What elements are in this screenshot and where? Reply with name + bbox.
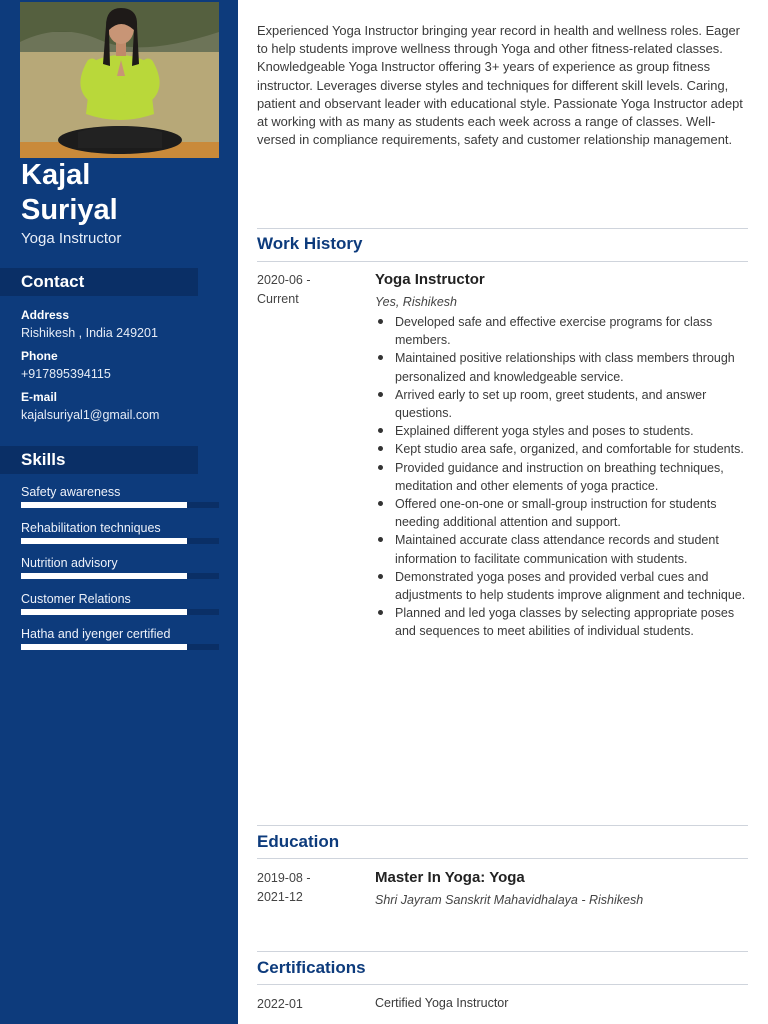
skill-bar-track: [21, 644, 219, 650]
divider: [257, 228, 748, 229]
education-degree: Master In Yoga: Yoga: [375, 869, 525, 886]
education-date-start: 2019-08 -: [257, 871, 311, 885]
list-item: Provided guidance and instruction on breathing techniques, meditation and other elements of yoga practice.: [375, 459, 749, 495]
divider: [257, 984, 748, 985]
professional-summary: Experienced Yoga Instructor bringing year record in health and wellness roles. Eager to help students improve wellness through Yoga and other fitness-related classes. Knowledgeable Yoga Instructor offering 3+ years of experience as group fitness instructor. Leverages diverse styles and techniques for different skill levels. Caring, patient and observant leader with educational style. Passionate Yoga Instructor adept at working with as many as students each week across a range of classes. Well-versed in compliance requirements, safety and customer relationship management.: [257, 23, 743, 148]
contact-details: [21, 307, 231, 430]
skill-bar-track: [21, 609, 219, 615]
profile-photo: [20, 2, 219, 158]
work-date-end: Current: [257, 291, 299, 306]
skill-bar-track: [21, 573, 219, 579]
skill-bar-fill: [21, 573, 187, 579]
skill-name: Safety awareness: [21, 485, 121, 499]
list-item: Explained different yoga styles and poses to students.: [375, 422, 749, 440]
skill-bar-fill: [21, 538, 187, 544]
skill-item: [21, 591, 219, 627]
divider: [257, 951, 748, 952]
skill-name: Nutrition advisory: [21, 556, 118, 570]
education-heading: Education: [257, 832, 340, 851]
contact-heading: Contact: [0, 268, 198, 296]
sidebar: [0, 0, 238, 1024]
skill-bar-fill: [21, 644, 187, 650]
phone-label: Phone: [21, 349, 58, 363]
skill-bar-fill: [21, 502, 187, 508]
list-item: Planned and led yoga classes by selecting appropriate poses and sequences to meet abilities of individual students.: [375, 604, 749, 640]
skill-bar-track: [21, 502, 219, 508]
email-value: kajalsuriyal1@gmail.com: [21, 408, 160, 422]
list-item: Offered one-on-one or small-group instruction for students needing additional attention and support.: [375, 495, 749, 531]
candidate-role: Yoga Instructor: [21, 230, 122, 247]
work-date-start: 2020-06 -: [257, 273, 311, 287]
list-item: Demonstrated yoga poses and provided verbal cues and adjustments to help students improve alignment and technique.: [375, 568, 749, 604]
email-label: E-mail: [21, 390, 58, 404]
certification-item: Certified Yoga Instructor: [375, 996, 509, 1010]
work-responsibilities: [375, 313, 749, 641]
education-date-end: 2021-12: [257, 889, 303, 904]
phone-value: +917895394115: [21, 367, 111, 381]
skills-heading: Skills: [0, 446, 198, 474]
candidate-name: [21, 158, 221, 228]
skill-name: Rehabilitation techniques: [21, 520, 161, 535]
list-item: Arrived early to set up room, greet students, and answer questions.: [375, 386, 749, 422]
skill-name: Customer Relations: [21, 591, 131, 606]
education-dates: [257, 869, 347, 906]
last-name: Suriyal: [21, 194, 118, 226]
work-employer: Yes, Rishikesh: [375, 295, 457, 309]
skill-item: [21, 484, 219, 520]
education-school: Shri Jayram Sanskrit Mahavidhalaya - Rishikesh: [375, 893, 644, 907]
divider: [257, 858, 748, 859]
first-name: Kajal: [21, 159, 91, 191]
skills-list: [21, 484, 219, 662]
work-history-heading: Work History: [257, 234, 363, 253]
divider: [257, 825, 748, 826]
work-job-title: Yoga Instructor: [375, 271, 485, 288]
skill-bar-fill: [21, 609, 187, 615]
skill-item: [21, 555, 219, 591]
divider: [257, 261, 748, 262]
skill-bar-track: [21, 538, 219, 544]
list-item: Kept studio area safe, organized, and comfortable for students.: [375, 440, 749, 458]
list-item: Maintained accurate class attendance records and student information to facilitate communication with students.: [375, 531, 749, 567]
certification-date: 2022-01: [257, 997, 303, 1011]
skill-name: Hatha and iyenger certified: [21, 627, 171, 641]
list-item: Maintained positive relationships with class members through personalized and knowledgeable service.: [375, 349, 749, 385]
certifications-heading: Certifications: [257, 958, 366, 977]
list-item: Developed safe and effective exercise programs for class members.: [375, 313, 749, 349]
address-value: Rishikesh , India 249201: [21, 326, 158, 340]
work-dates: [257, 271, 347, 308]
address-label: Address: [21, 308, 70, 322]
skill-item: [21, 626, 219, 662]
skill-item: [21, 520, 219, 556]
